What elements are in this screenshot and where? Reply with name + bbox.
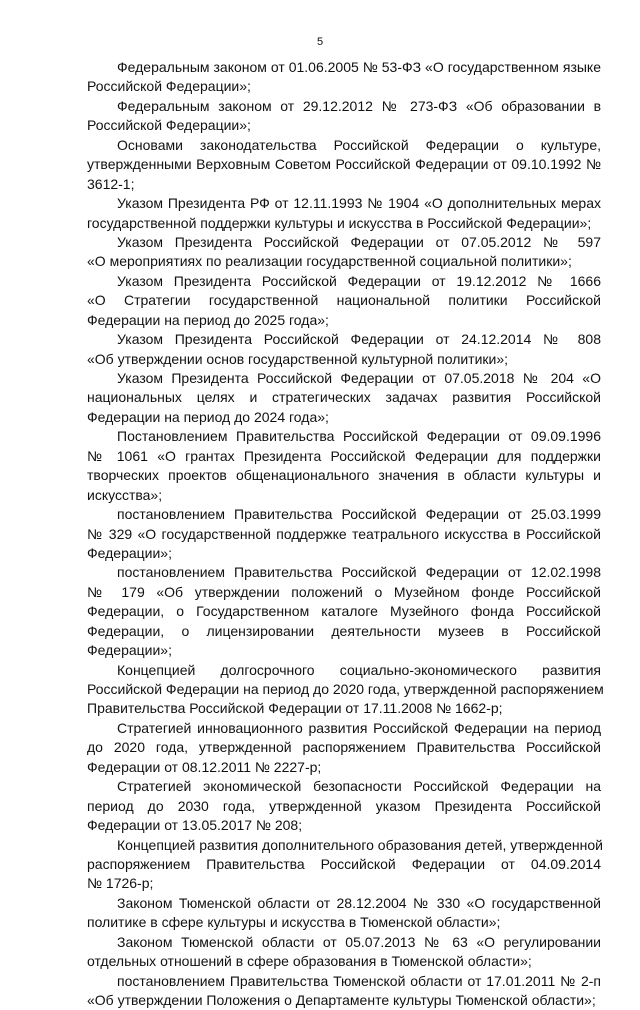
text-line: Федерации от 08.12.2011 № 2227-р;	[87, 758, 322, 775]
text-line: Российской Федерации»;	[87, 117, 251, 134]
list-item	[87, 719, 601, 777]
list-item	[87, 272, 601, 330]
text-line: утвержденными Верховным Советом Российской Федерации от 09.10.1992 №	[87, 156, 601, 173]
list-item	[87, 58, 601, 97]
text-line: Основами законодательства Российской Федерации о культуре,	[117, 136, 601, 153]
legal-basis-list	[87, 58, 604, 1010]
list-item	[87, 563, 601, 660]
list-item	[87, 661, 604, 719]
text-line: Указом Президента Российской Федерации от 07.05.2012 № 597	[117, 233, 601, 250]
text-line: Постановлением Правительства Российской Федерации от 09.09.1996	[117, 428, 601, 445]
text-line: политике в сфере культуры и искусства в Тюменской области»;	[87, 914, 501, 931]
text-line: постановлением Правительства Тюменской области от 17.01.2011 № 2-п	[117, 972, 601, 989]
list-item	[87, 836, 601, 894]
text-line: № 1726-р;	[87, 875, 154, 892]
text-line: Указом Президента Российской Федерации от 19.12.2012 № 1666	[117, 272, 601, 289]
text-line: № 329 «О государственной поддержке театрального искусства в Российской	[87, 525, 601, 542]
text-line: Указом Президента Российской Федерации от 24.12.2014 № 808	[117, 331, 601, 348]
list-item	[87, 369, 601, 427]
text-line: Указом Президента РФ от 12.11.1993 № 1904 «О дополнительных мерах	[117, 195, 601, 212]
text-line: Законом Тюменской области от 05.07.2013 № 63 «О регулировании	[117, 933, 601, 950]
text-line: № 179 «Об утверждении положений о Музейном фонде Российской	[87, 583, 601, 600]
text-line: Федеральным законом от 01.06.2005 № 53-ФЗ «О государственном языке	[117, 59, 601, 75]
text-line: Федерации, о Государственном каталоге Музейного фонда Российской	[87, 603, 601, 620]
list-item	[87, 136, 601, 194]
text-line: Концепцией развития дополнительного образования детей, утвержденной	[117, 836, 603, 853]
list-item	[87, 233, 601, 272]
text-line: национальных целях и стратегических задачах развития Российской	[87, 389, 601, 406]
text-line: постановлением Правительства Российской Федерации от 25.03.1999	[117, 506, 601, 523]
text-line: «О мероприятиях по реализации государственной социальной политики»;	[87, 253, 572, 270]
text-line: распоряжением Правительства Российской Федерации от 04.09.2014	[87, 855, 601, 872]
list-item	[87, 777, 601, 835]
text-line: Федерации на период до 2025 года»;	[87, 311, 329, 328]
text-line: 3612-1;	[87, 175, 135, 192]
list-item	[87, 194, 601, 233]
text-line: искусства»;	[87, 486, 163, 503]
text-line: Федерации, о лицензировании деятельности музеев в Российской	[87, 622, 601, 639]
text-line: Правительства Российской Федерации от 17.11.2008 № 1662-р;	[87, 700, 503, 717]
list-item	[87, 330, 601, 369]
list-item	[87, 505, 601, 563]
text-line: Федерации на период до 2024 года»;	[87, 408, 329, 425]
text-line: Федерации»;	[87, 544, 172, 561]
text-line: № 1061 «О грантах Президента Российской Федерации для поддержки	[87, 447, 601, 464]
text-line: Российской Федерации»;	[87, 78, 251, 95]
text-line: Федеральным законом от 29.12.2012 № 273-ФЗ «Об образовании в	[117, 97, 601, 114]
text-line: Стратегией инновационного развития Российской Федерации на период	[117, 719, 601, 736]
list-item	[87, 933, 601, 972]
list-item	[87, 972, 601, 1010]
text-line: «Об утверждении основ государственной культурной политики»;	[87, 350, 509, 367]
list-item	[87, 97, 601, 136]
text-line: Указом Президента Российской Федерации от 07.05.2018 № 204 «О	[117, 370, 601, 386]
text-line: творческих проектов общенационального значения в области культуры и	[87, 467, 601, 484]
text-line: период до 2030 года, утвержденной указом Президента Российской	[87, 797, 601, 814]
text-line: Федерации»;	[87, 642, 172, 659]
list-item	[87, 894, 601, 933]
list-item	[87, 427, 601, 505]
text-line: Концепцией долгосрочного социально-экономического развития	[117, 661, 601, 678]
text-line: до 2020 года, утвержденной распоряжением Правительства Российской	[87, 739, 601, 756]
text-line: постановлением Правительства Российской Федерации от 12.02.1998	[117, 564, 601, 581]
text-line: государственной поддержки культуры и искусства в Российской Федерации»;	[87, 214, 592, 231]
text-line: «Об утверждении Положения о Департаменте культуры Тюменской области»;	[87, 992, 596, 1008]
text-line: Федерации от 13.05.2017 № 208;	[87, 817, 303, 834]
text-line: Стратегией экономической безопасности Российской Федерации на	[117, 778, 601, 795]
text-line: отдельных отношений в сфере образования в Тюменской области»;	[87, 953, 532, 970]
text-line: «О Стратегии государственной национальной политики Российской	[87, 292, 601, 309]
page-number: 5	[316, 36, 324, 48]
text-line: Законом Тюменской области от 28.12.2004 № 330 «О государственной	[117, 894, 601, 911]
text-line: Российской Федерации на период до 2020 года, утвержденной распоряжением	[87, 681, 604, 697]
